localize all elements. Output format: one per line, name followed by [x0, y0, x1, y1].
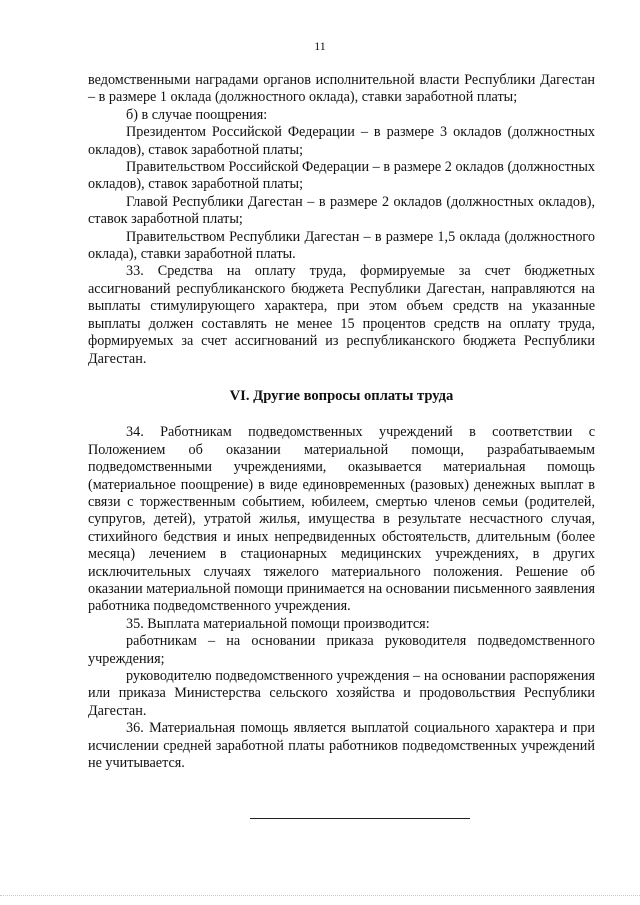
- paragraph-government-rd: Правительством Республики Дагестан – в размере 1,5 оклада (должностного оклада), ставки заработной платы.: [88, 228, 595, 263]
- paragraph-president: Президентом Российской Федерации – в размере 3 окладов (должностных окладов), ставок заработной платы;: [88, 124, 595, 158]
- paragraph-incentive-intro: б) в случае поощрения:: [126, 106, 268, 123]
- document-body: [88, 72, 595, 772]
- paragraph-item-36: 36. Материальная помощь является выплатой социального характера и при исчислении средней заработной платы работников подведомственных учреждений не учитывается.: [88, 720, 595, 772]
- scan-edge-line: [0, 895, 640, 896]
- paragraph-item-35: 35. Выплата материальной помощи производится:: [126, 615, 430, 632]
- end-separator-line: [250, 818, 470, 819]
- paragraph-item-33: 33. Средства на оплату труда, формируемые за счет бюджетных ассигнований республиканского бюджета Республики Дагестан, направляются на выплаты стимулирующего характера, при этом объем средств на указанные выплаты должен составлять не менее 15 процентов средств на оплату труда, формируемых за счет ассигнований из республиканского бюджета Республики Дагестан.: [88, 263, 595, 367]
- paragraph-government-rf: Правительством Российской Федерации – в размере 2 окладов (должностных окладов), ставок заработной платы;: [88, 159, 595, 193]
- paragraph-awards-continuation: ведомственными наградами органов исполнительной власти Республики Дагестан – в размере 1 оклада (должностного оклада), ставки заработной платы;: [88, 72, 595, 106]
- paragraph-item-34: 34. Работникам подведомственных учреждений в соответствии с Положением об оказании материальной помощи, разрабатываемым подведомственными учреждениями, оказывается материальная помощь (материальное поощрение) в виде единовременных (разовых) денежных выплат в связи с торжественным событием, юбилеем, смертью членов семьи (родителей, супругов, детей), утратой жилья, имущества в результате несчастного случая, стихийного бедствия и иных непредвиденных обстоятельств, длительным (более месяца) лечением в стационарных медицинских учреждениях, в других исключительных случаях тяжелого материального положения. Решение об оказании материальной помощи принимается на основании письменного заявления работника подведомственного учреждения.: [88, 424, 595, 615]
- paragraph-head-of-republic: Главой Республики Дагестан – в размере 2 окладов (должностных окладов), ставок заработной платы;: [88, 193, 595, 228]
- paragraph-employees: работникам – на основании приказа руководителя подведомственного учреждения;: [88, 633, 595, 667]
- section-heading: VI. Другие вопросы оплаты труда: [229, 387, 454, 404]
- page-number: 11: [314, 39, 326, 53]
- paragraph-head-of-institution: руководителю подведомственного учреждения – на основании распоряжения или приказа Министерства сельского хозяйства и продовольствия Республики Дагестан.: [88, 668, 595, 719]
